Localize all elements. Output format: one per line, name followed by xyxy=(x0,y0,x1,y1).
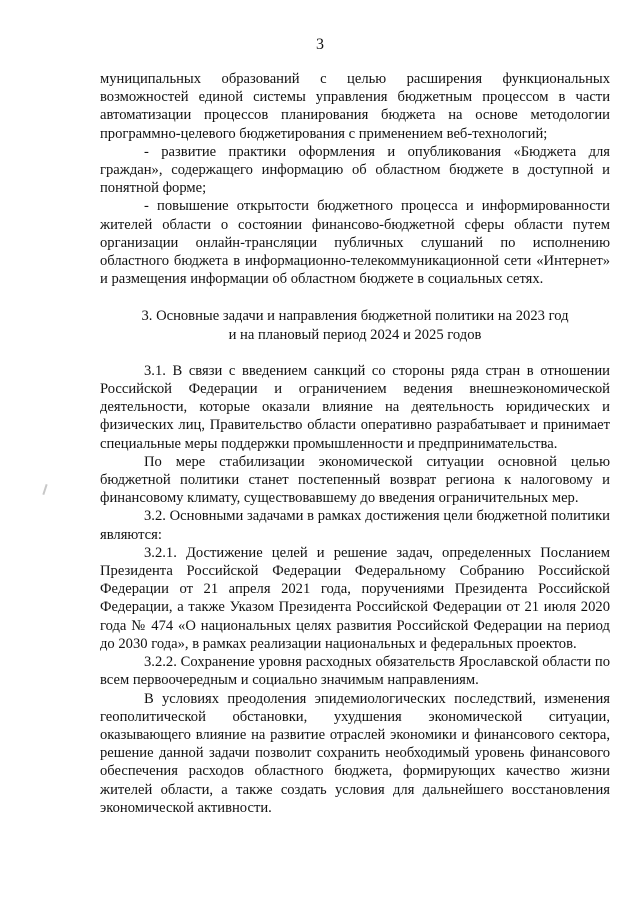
paragraph-budget-for-citizens: - развитие практики оформления и опубликования «Бюджета для граждан», содержащего информацию об областном бюджете в доступной и понятной форме; xyxy=(100,143,610,197)
margin-pen-mark xyxy=(42,484,47,495)
section-heading-line-1: 3. Основные задачи и направления бюджетной политики на 2023 год xyxy=(141,308,569,325)
section-heading-line-2: и на плановый период 2024 и 2025 годов xyxy=(228,326,482,343)
page-number: 3 xyxy=(316,36,324,53)
paragraph-3-1-sanctions: 3.1. В связи с введением санкций со стороны ряда стран в отношении Российской Федерации и ограничением ведения внешнеэкономической деятельности, которые оказали влияние на деятельность юридических и физических лиц, Правительство области оперативно разрабатывает и принимает специальные меры поддержки промышленности и предпринимательства. xyxy=(100,362,610,452)
document-body xyxy=(100,70,610,817)
paragraph-3-2-tasks: 3.2. Основными задачами в рамках достижения цели бюджетной политики являются: xyxy=(100,508,610,543)
paragraph-epidemiological-conditions: В условиях преодоления эпидемиологических последствий, изменения геополитической обстановки, ухудшения экономической ситуации, оказывающего влияние на развитие отраслей экономики и финансового сектора, решение данной задачи позволит сохранить необходимый уровень финансового обеспечения расходов областного бюджета, формирующих качество жизни жителей области, а также создать условия для дальнейшего восстановления экономической активности. xyxy=(100,690,610,816)
paragraph-budget-openness: - повышение открытости бюджетного процесса и информированности жителей области о состоянии финансово-бюджетной сферы области путем организации онлайн-трансляции публичных слушаний по исполнению областного бюджета в информационно-телекоммуникационной сети «Интернет» и размещения информации об областном бюджете в социальных сетях. xyxy=(100,198,610,288)
paragraph-municipal-formations: муниципальных образований с целью расширения функциональных возможностей единой системы управления бюджетным процессом в части автоматизации процессов планирования бюджета на основе методологии программно-целевого бюджетирования с применением веб-технологий; xyxy=(100,71,610,142)
paragraph-3-2-1-national-goals: 3.2.1. Достижение целей и решение задач, определенных Посланием Президента Российской Федерации Федеральному Собранию Российской Федерации от 21 апреля 2021 года, поручениями Президента Российской Федерации, а также Указом Президента Российской Федерации от 21 июля 2020 года № 474 «О национальных целях развития Российской Федерации на период до 2030 года», в рамках реализации национальных и федеральных проектов. xyxy=(100,544,610,652)
section-3-heading xyxy=(100,307,610,343)
paragraph-3-2-2-expenditure-obligations: 3.2.2. Сохранение уровня расходных обязательств Ярославской области по всем первоочередным и социально значимым направлениям. xyxy=(100,654,610,689)
paragraph-stabilization: По мере стабилизации экономической ситуации основной целью бюджетной политики станет постепенный возврат региона к налоговому и финансовому климату, существовавшему до введения ограничительных мер. xyxy=(100,453,610,507)
